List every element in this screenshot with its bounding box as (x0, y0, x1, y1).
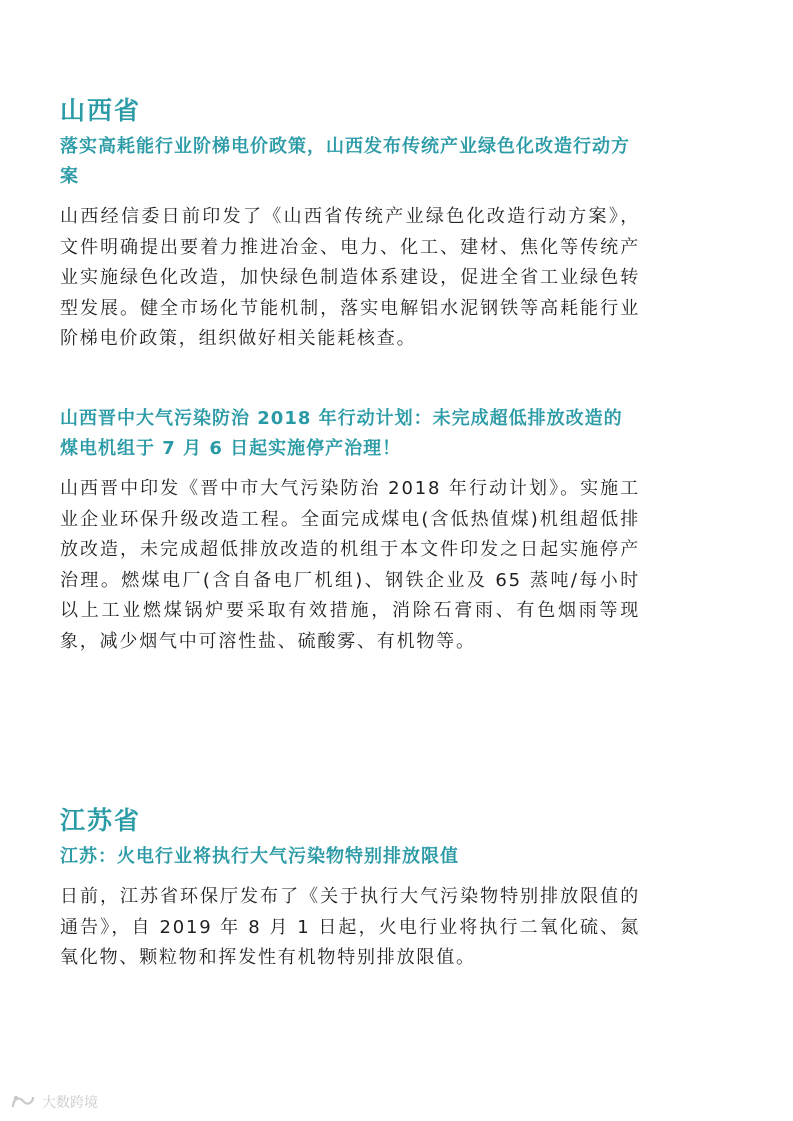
article-body-jiangsu-emission-limits: 日前，江苏省环保厅发布了《关于执行大气污染物特别排放限值的通告》，自 2019 年 8 月 1 日起，火电行业将执行二氧化硫、氮氧化物、颗粒物和挥发性有机物特别排放限值。 (60, 886, 640, 968)
article-headline-jinzhong-air-pollution: 山西晋中大气污染防治 2018 年行动计划：未完成超低排放改造的煤电机组于 7 月 6 日起实施停产治理！ (60, 408, 623, 459)
section-shanxi (60, 96, 740, 355)
section-jiangsu (60, 806, 740, 974)
province-title-jiangsu: 江苏省 (60, 806, 142, 835)
province-title-shanxi: 山西省 (60, 96, 142, 125)
watermark (10, 1092, 98, 1112)
article-body-jinzhong-air-pollution: 山西晋中印发《晋中市大气污染防治 2018 年行动计划》。实施工业企业环保升级改造工程。全面完成煤电(含低热值煤)机组超低排放改造，未完成超低排放改造的机组于本文件印发之日起实施停产治理。燃煤电厂(含自备电厂机组)、钢铁企业及 65 蒸吨/每小时以上工业燃煤锅炉要采取有效措施，消除石膏雨、有色烟雨等现象，减少烟气中可溶性盐、硫酸雾、有机物等。 (60, 478, 640, 652)
watermark-text: 大数跨境 (42, 1095, 98, 1111)
article-headline-shanxi-green-transformation: 落实高耗能行业阶梯电价政策，山西发布传统产业绿色化改造行动方案 (60, 136, 630, 187)
section-shanxi-jinzhong (60, 404, 740, 657)
article-body-shanxi-green-transformation: 山西经信委日前印发了《山西省传统产业绿色化改造行动方案》，文件明确提出要着力推进冶金、电力、化工、建材、焦化等传统产业实施绿色化改造，加快绿色制造体系建设，促进全省工业绿色转型发展。健全市场化节能机制，落实电解铝水泥钢铁等高耗能行业阶梯电价政策，组织做好相关能耗核查。 (60, 206, 640, 349)
article-headline-jiangsu-emission-limits: 江苏：火电行业将执行大气污染物特别排放限值 (60, 846, 459, 867)
watermark-logo-icon (10, 1093, 36, 1111)
